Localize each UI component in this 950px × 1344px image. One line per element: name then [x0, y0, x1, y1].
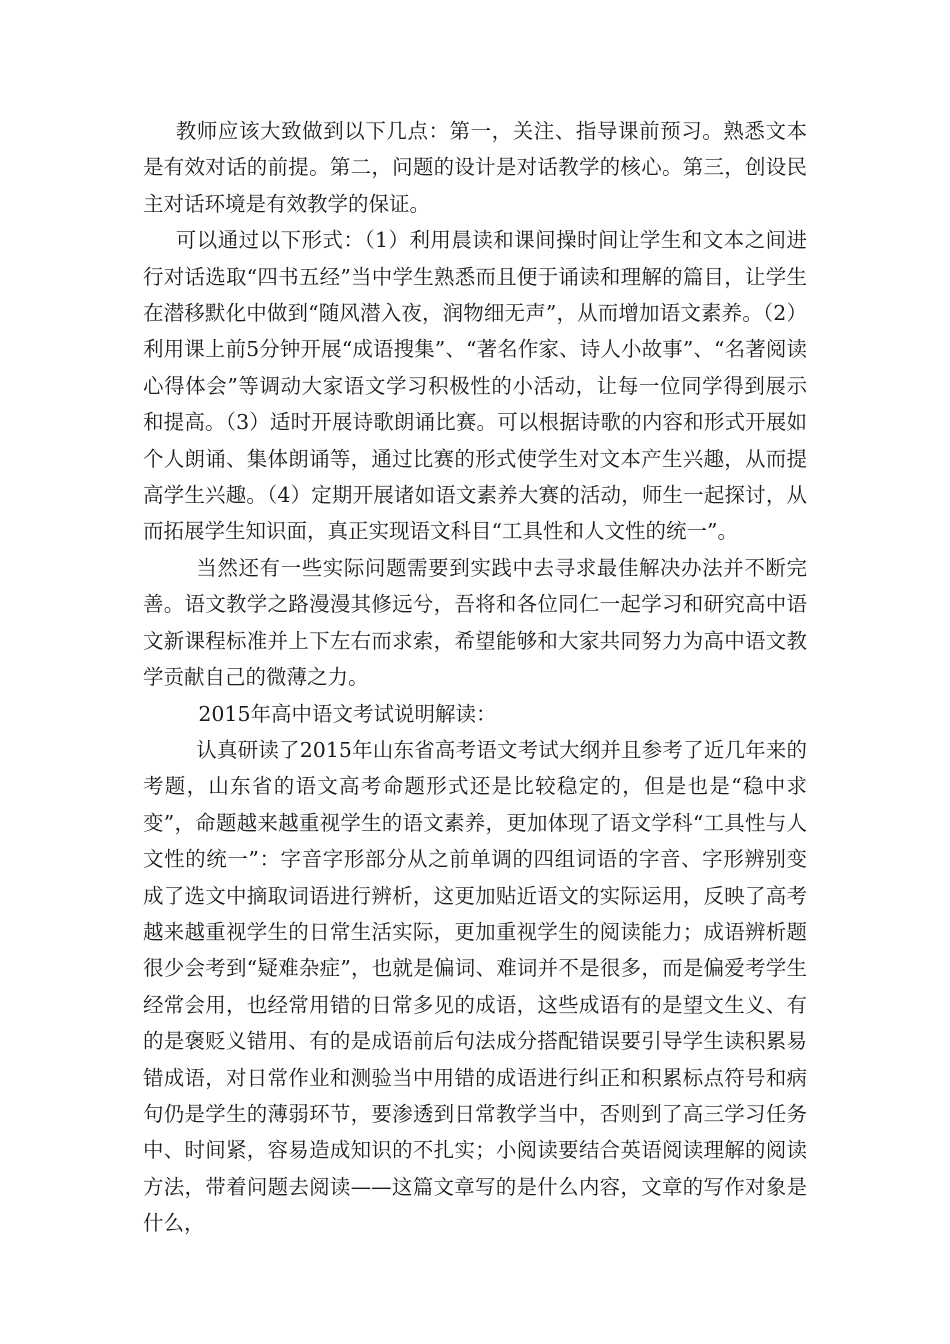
paragraph-activity-forms: 可以通过以下形式：（1）利用晨读和课间操时间让学生和文本之间进行对话选取“四书五经”当中学生熟悉而且便于诵读和理解的篇目，让学生在潜移默化中做到“随风潜入夜，润物细无声”，从而增加语文素养。（2）利用课上前5分钟开展“成语搜集”、“著名作家、诗人小故事”、“名著阅读心得体会”等调动大家语文学习积极性的小活动，让每一位同学得到展示和提高。（3）适时开展诗歌朗诵比赛。可以根据诗歌的内容和形式开展如个人朗诵、集体朗诵等，通过比赛的形式使学生对文本产生兴趣，从而提高学生兴趣。（4）定期开展诸如语文素养大赛的活动，师生一起探讨，从而拓展学生知识面，真正实现语文科目“工具性和人文性的统一”。 [143, 228, 807, 544]
paragraph-exam-analysis: 认真研读了2015年山东省高考语文考试大纲并且参考了近几年来的考题，山东省的语文高考命题形式还是比较稳定的，但是也是“稳中求变”，命题越来越重视学生的语文素养，更加体现了语文学科“工具性与人文性的统一”：字音字形部分从之前单调的四组词语的字音、字形辨别变成了选文中摘取词语进行辨析，这更加贴近语文的实际运用，反映了高考越来越重视学生的日常生活实际，更加重视学生的阅读能力；成语辨析题很少会考到“疑难杂症”，也就是偏词、难词并不是很多，而是偏爱考学生经常会用，也经常用错的日常多见的成语，这些成语有的是望文生义、有的是褒贬义错用、有的是成语前后句法成分搭配错误要引导学生读积累易错成语，对日常作业和测验当中用错的成语进行纠正和积累标点符号和病句仍是学生的薄弱环节，要渗透到日常教学当中，否则到了高三学习任务中、时间紧，容易造成知识的不扎实；小阅读要结合英语阅读理解的阅读方法，带着问题去阅读——这篇文章写的是什么内容，文章的写作对象是什么， [143, 737, 807, 1236]
paragraph-conclusion: 当然还有一些实际问题需要到实践中去寻求最佳解决办法并不断完善。语文教学之路漫漫其修远兮，吾将和各位同仁一起学习和研究高中语文新课程标准并上下左右而求索，希望能够和大家共同努力为高中语文教学贡献自己的微薄之力。 [143, 555, 807, 690]
document-body [143, 113, 807, 1242]
paragraph-teacher-points: 教师应该大致做到以下几点：第一，关注、指导课前预习。熟悉文本是有效对话的前提。第二，问题的设计是对话教学的核心。第三，创设民主对话环境是有效教学的保证。 [143, 119, 807, 216]
section-heading: 2015年高中语文考试说明解读： [198, 701, 497, 726]
